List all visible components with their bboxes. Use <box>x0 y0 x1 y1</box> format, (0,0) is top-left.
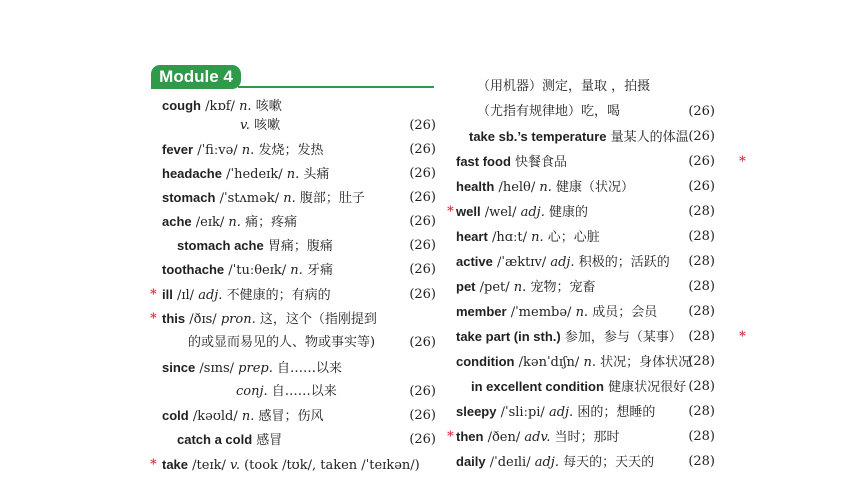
headword: health <box>456 179 495 194</box>
part-of-speech: adj. <box>534 455 559 470</box>
meaning: 胃痛；腹痛 <box>267 239 333 254</box>
key-phrase-star: * <box>739 329 746 344</box>
entry-text <box>456 176 634 199</box>
headword: this <box>162 311 186 326</box>
entry-text <box>162 284 331 307</box>
page-ref: (26) <box>688 154 715 169</box>
meaning: 宠物；宠畜 <box>530 280 596 295</box>
meaning: 量某人的体温 <box>610 130 689 145</box>
headword: well <box>456 204 481 219</box>
entry-text <box>456 201 588 224</box>
headword: take sb.’s temperature <box>469 129 607 144</box>
meaning: 心；心脏 <box>547 230 600 245</box>
headword: heart <box>456 229 488 244</box>
entry-text <box>456 426 620 449</box>
entry-text <box>456 276 595 299</box>
phonetic: /ˈdeɪli/ <box>489 455 531 470</box>
part-of-speech: n. <box>513 280 527 295</box>
part-of-speech: pron. <box>220 312 256 327</box>
page-ref: (28) <box>688 379 715 394</box>
part-of-speech: adv. <box>524 430 551 445</box>
phonetic: /eɪk/ <box>195 215 225 230</box>
phonetic: /ˈæktɪv/ <box>497 255 547 270</box>
page-ref: (28) <box>688 329 715 344</box>
entry-text <box>477 101 620 123</box>
page-ref: (28) <box>688 454 715 469</box>
entry-text <box>456 301 657 324</box>
entry-text <box>162 259 333 282</box>
meaning: 状况；身体状况 <box>600 355 692 370</box>
headword: stomach <box>162 190 216 205</box>
phonetic: /ˈhedeɪk/ <box>226 167 283 182</box>
meaning: 咳嗽 <box>255 99 282 114</box>
headword: pet <box>456 279 476 294</box>
meaning: 快餐食品 <box>515 155 568 170</box>
meaning: 自……以来 <box>271 384 337 399</box>
page-ref: (26) <box>409 408 436 423</box>
page-ref: (28) <box>688 279 715 294</box>
part-of-speech: n. <box>575 305 589 320</box>
meaning: 健康状况很好 <box>608 380 687 395</box>
page-ref: (26) <box>409 238 436 253</box>
page-ref: (26) <box>409 335 436 350</box>
entry-text <box>240 115 280 137</box>
meaning: 咳嗽 <box>254 118 281 133</box>
entry-text <box>456 351 691 374</box>
page-ref: (28) <box>688 229 715 244</box>
part-of-speech: adj. <box>520 205 545 220</box>
meaning: 困的；想睡的 <box>577 405 656 420</box>
phonetic: /kənˈdɪʃn/ <box>518 355 580 370</box>
entry-text <box>162 454 420 477</box>
headword: condition <box>456 354 515 369</box>
part-of-speech: n. <box>239 99 252 114</box>
headword: since <box>162 360 196 375</box>
page-ref: (26) <box>409 214 436 229</box>
page-ref: (28) <box>688 304 715 319</box>
phonetic: /helθ/ <box>498 180 536 195</box>
headword: sleepy <box>456 404 497 419</box>
entry-text <box>456 226 600 249</box>
meaning: (took /tʊk/, taken /ˈteɪkən/) <box>244 458 420 473</box>
meaning: （用机器）测定，量取 ，拍摄 <box>477 79 651 94</box>
page-ref: (26) <box>409 384 436 399</box>
page-ref: (26) <box>688 179 715 194</box>
page-ref: (26) <box>409 287 436 302</box>
page-ref: (26) <box>409 432 436 447</box>
phonetic: /teɪk/ <box>192 458 226 473</box>
meaning: 不健康的；有病的 <box>226 288 331 303</box>
entry-text <box>162 405 324 428</box>
meaning: 痛；疼痛 <box>245 215 298 230</box>
headword: fast food <box>456 154 511 169</box>
headword: daily <box>456 454 486 469</box>
meaning: （尤指有规律地）吃，喝 <box>477 104 621 119</box>
meaning: 的或显而易见的人、物或事实等) <box>188 335 376 350</box>
entry-text <box>162 139 323 162</box>
key-word-star: * <box>150 457 157 472</box>
phonetic: /kəʊld/ <box>192 409 238 424</box>
phonetic: /hɑːt/ <box>491 230 527 245</box>
meaning: 成员；会员 <box>592 305 658 320</box>
phonetic: /ˈmembə/ <box>510 305 572 320</box>
entry-text <box>456 251 670 274</box>
part-of-speech: n. <box>241 409 255 424</box>
headword: fever <box>162 142 194 157</box>
module-title-rule <box>238 86 434 88</box>
part-of-speech: adj. <box>548 405 574 420</box>
page-ref: (26) <box>409 262 436 277</box>
meaning: 健康（状况） <box>556 180 635 195</box>
part-of-speech: n. <box>583 355 596 370</box>
headword: in excellent condition <box>471 379 604 394</box>
phonetic: /sɪns/ <box>199 361 235 376</box>
part-of-speech: n. <box>290 263 303 278</box>
part-of-speech: prep. <box>238 361 273 376</box>
phonetic: /ðɪs/ <box>189 312 217 327</box>
entry-text <box>162 187 365 210</box>
page-ref: (26) <box>409 142 436 157</box>
page-ref: (26) <box>688 104 715 119</box>
part-of-speech: conj. <box>236 384 268 399</box>
page-ref: (28) <box>688 404 715 419</box>
phonetic: /ɪl/ <box>176 288 195 303</box>
meaning: 头痛 <box>303 167 330 182</box>
entry-text <box>162 357 342 380</box>
part-of-speech: n. <box>539 180 552 195</box>
phonetic: /ˈstʌmək/ <box>219 191 280 206</box>
entry-text <box>177 235 333 258</box>
page-ref: (26) <box>409 166 436 181</box>
key-word-star: * <box>150 287 157 302</box>
phonetic: /ˈfiːvə/ <box>197 143 238 158</box>
phonetic: /ˈtuːθeɪk/ <box>228 263 287 278</box>
page-ref: (26) <box>409 118 436 133</box>
part-of-speech: n. <box>283 191 296 206</box>
entry-text <box>471 376 686 399</box>
page-ref: (28) <box>688 429 715 444</box>
headword: take part (in sth.) <box>456 329 561 344</box>
module-title-badge: Module 4 <box>151 65 241 89</box>
page-ref: (28) <box>688 204 715 219</box>
meaning: 健康的 <box>549 205 589 220</box>
page-ref: (26) <box>409 190 436 205</box>
headword: active <box>456 254 493 269</box>
meaning: 当时；那时 <box>554 430 620 445</box>
headword: ill <box>162 287 173 302</box>
phonetic: /ðen/ <box>487 430 521 445</box>
headword: then <box>456 429 484 444</box>
meaning: 这，这个（指刚提到 <box>259 312 377 327</box>
headword: member <box>456 304 507 319</box>
entry-text <box>162 308 377 331</box>
page-ref: (28) <box>688 254 715 269</box>
entry-text <box>456 401 655 424</box>
entry-text <box>456 326 682 349</box>
phonetic: /kɒf/ <box>205 99 235 114</box>
entry-text <box>177 429 282 452</box>
headword: catch a cold <box>177 432 253 447</box>
entry-text <box>188 332 375 354</box>
headword: toothache <box>162 262 225 277</box>
part-of-speech: adj. <box>550 255 575 270</box>
meaning: 自……以来 <box>277 361 343 376</box>
page-ref: (26) <box>688 129 715 144</box>
meaning: 感冒；伤风 <box>258 409 324 424</box>
headword: stomach ache <box>177 238 264 253</box>
entry-text <box>162 211 297 234</box>
entry-text <box>456 151 567 174</box>
key-word-star: * <box>447 429 454 444</box>
entry-text <box>236 381 337 403</box>
phonetic: /ˈsliːpi/ <box>500 405 545 420</box>
part-of-speech: n. <box>286 167 300 182</box>
meaning: 参加，参与（某事） <box>564 330 682 345</box>
meaning: 牙痛 <box>306 263 333 278</box>
part-of-speech: adj. <box>198 288 223 303</box>
part-of-speech: v. <box>230 458 240 473</box>
entry-text <box>456 451 654 474</box>
meaning: 腹部；肚子 <box>299 191 365 206</box>
part-of-speech: n. <box>241 143 255 158</box>
key-phrase-star: * <box>739 154 746 169</box>
headword: ache <box>162 214 192 229</box>
headword: headache <box>162 166 222 181</box>
entry-text <box>469 126 689 149</box>
entry-text <box>162 163 329 186</box>
headword: cold <box>162 408 189 423</box>
meaning: 每天的；天天的 <box>563 455 655 470</box>
headword: cough <box>162 98 201 113</box>
meaning: 积极的；活跃的 <box>578 255 670 270</box>
phonetic: /wel/ <box>484 205 517 220</box>
part-of-speech: n. <box>228 215 241 230</box>
part-of-speech: n. <box>531 230 544 245</box>
meaning: 感冒 <box>256 433 283 448</box>
entry-text <box>477 76 650 98</box>
headword: take <box>162 457 189 472</box>
phonetic: /pet/ <box>479 280 510 295</box>
key-word-star: * <box>150 311 157 326</box>
part-of-speech: v. <box>240 118 250 133</box>
page-ref: (28) <box>688 354 715 369</box>
meaning: 发烧；发热 <box>258 143 324 158</box>
key-word-star: * <box>447 204 454 219</box>
